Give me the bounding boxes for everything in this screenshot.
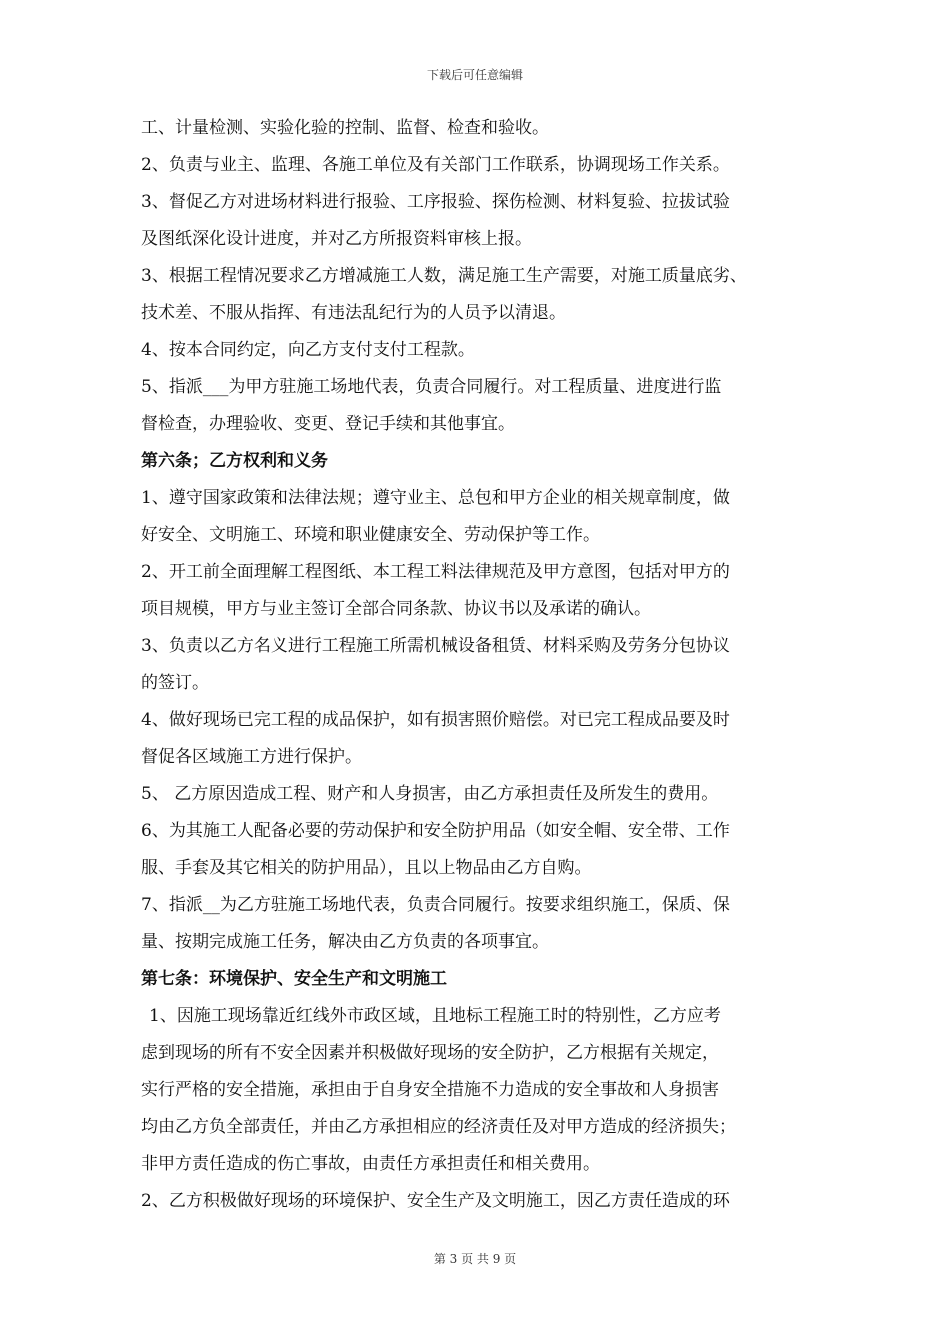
text-line: 3、负责以乙方名义进行工程施工所需机械设备租赁、材料采购及劳务分包协议 bbox=[141, 636, 730, 656]
text-line: 4、按本合同约定，向乙方支付支付工程款。 bbox=[141, 340, 475, 360]
text-line: 3、督促乙方对进场材料进行报验、工序报验、探伤检测、材料复验、拉拔试验 bbox=[141, 192, 730, 212]
text-line: 1、因施工现场靠近红线外市政区域，且地标工程施工时的特别性，乙方应考 bbox=[149, 1006, 721, 1026]
text-line: 2、负责与业主、监理、各施工单位及有关部门工作联系，协调现场工作关系。 bbox=[141, 155, 730, 175]
text-line: 5、 乙方原因造成工程、财产和人身损害，由乙方承担责任及所发生的费用。 bbox=[141, 784, 719, 804]
text-line: 虑到现场的所有不安全因素并积极做好现场的安全防护，乙方根据有关规定， bbox=[141, 1043, 719, 1063]
text-line: 非甲方责任造成的伤亡事故，由责任方承担责任和相关费用。 bbox=[141, 1154, 600, 1174]
text-line: 4、做好现场已完工程的成品保护，如有损害照价赔偿。对已完工程成品要及时 bbox=[141, 710, 730, 730]
text-line: 量、按期完成施工任务，解决由乙方负责的各项事宜。 bbox=[141, 932, 549, 952]
text-line: 工、计量检测、实验化验的控制、监督、检查和验收。 bbox=[141, 118, 549, 138]
text-line: 督促各区域施工方进行保护。 bbox=[141, 747, 362, 767]
text-line: 技术差、不服从指挥、有违法乱纪行为的人员予以清退。 bbox=[141, 303, 566, 323]
text-line: 好安全、文明施工、环境和职业健康安全、劳动保护等工作。 bbox=[141, 525, 600, 545]
text-line: 2、乙方积极做好现场的环境保护、安全生产及文明施工，因乙方责任造成的环 bbox=[141, 1191, 730, 1211]
text-line: 2、开工前全面理解工程图纸、本工程工料法律规范及甲方意图，包括对甲方的 bbox=[141, 562, 730, 582]
text-line: 6、为其施工人配备必要的劳动保护和安全防护用品（如安全帽、安全带、工作 bbox=[141, 821, 730, 841]
text-line: 3、根据工程情况要求乙方增减施工人数，满足施工生产需要，对施工质量底劣、 bbox=[141, 266, 747, 286]
page-number-footer: 第 3 页 共 9 页 bbox=[433, 1252, 517, 1266]
text-line: 服、手套及其它相关的防护用品），且以上物品由乙方自购。 bbox=[141, 858, 592, 878]
text-line: 督检查，办理验收、变更、登记手续和其他事宜。 bbox=[141, 414, 515, 434]
text-line: 5、指派___为甲方驻施工场地代表，负责合同履行。对工程质量、进度进行监 bbox=[141, 377, 722, 397]
section-heading: 第六条；乙方权利和义务 bbox=[141, 451, 328, 471]
section-heading: 第七条：环境保护、安全生产和文明施工 bbox=[141, 969, 447, 989]
text-line: 及图纸深化设计进度，并对乙方所报资料审核上报。 bbox=[141, 229, 532, 249]
text-line: 实行严格的安全措施，承担由于自身安全措施不力造成的安全事故和人身损害 bbox=[141, 1080, 719, 1100]
text-line: 1、遵守国家政策和法律法规；遵守业主、总包和甲方企业的相关规章制度，做 bbox=[141, 488, 730, 508]
text-line: 7、指派__为乙方驻施工场地代表，负责合同履行。按要求组织施工，保质、保 bbox=[141, 895, 730, 915]
text-line: 项目规模，甲方与业主签订全部合同条款、协议书以及承诺的确认。 bbox=[141, 599, 651, 619]
document-body bbox=[141, 110, 817, 1220]
text-line: 均由乙方负全部责任，并由乙方承担相应的经济责任及对甲方造成的经济损失； bbox=[141, 1117, 736, 1137]
text-line: 的签订。 bbox=[141, 673, 209, 693]
header-note: 下载后可任意编辑 bbox=[426, 68, 523, 82]
